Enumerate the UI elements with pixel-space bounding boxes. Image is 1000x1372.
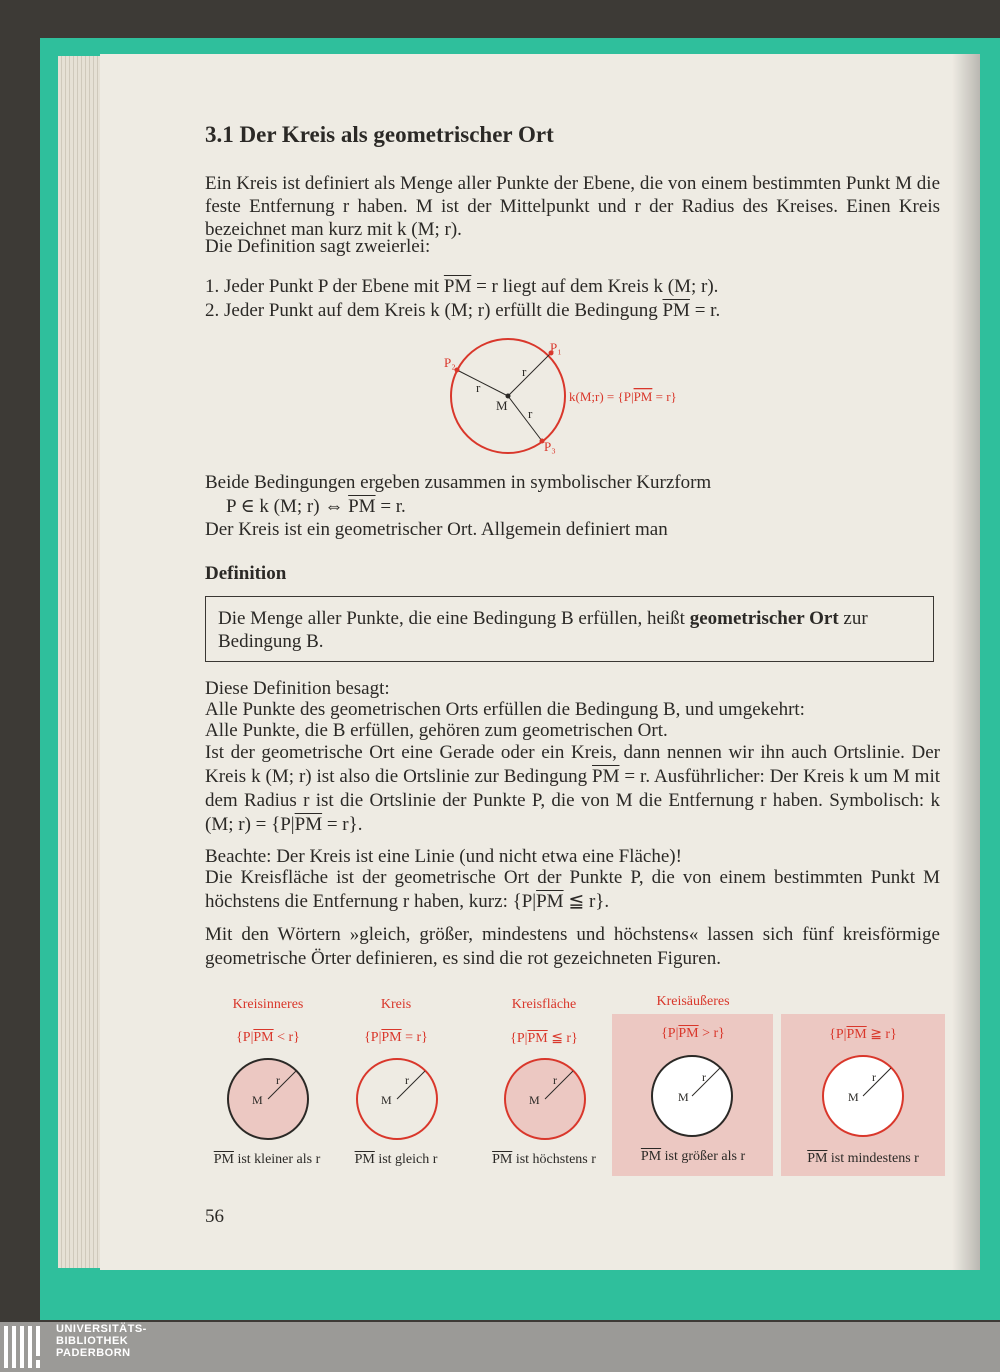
explanation-mid: = r. Ausführlicher: Der Kreis k um M mit dem Radius r ist die Ortslinie der Punkte P, die von M die Entfernung r haben. Symbolisch: k (M; r) = {P|: [205, 766, 940, 835]
fig-cap-4: [608, 1149, 778, 1165]
fig-cap-4-ov: $\overline{PM}$: [640, 1149, 662, 1164]
definition-pre: Die Menge aller Punkte, die eine Bedingung B erfüllen, heißt: [218, 608, 690, 629]
definition-bold: geometrischer Ort: [689, 608, 839, 629]
label-r-1: r: [476, 380, 481, 395]
section-heading: 3.1 Der Kreis als geometrischer Ort: [205, 122, 554, 147]
formula-ov: $\overline{PM}$: [348, 496, 376, 517]
symbolic-intro: Beide Bedingungen ergeben zusammen in symbolischer Kurzform: [205, 472, 712, 493]
fig-set-1-ov: $\overline{PM}$: [253, 1030, 274, 1045]
radius-p2: [457, 370, 508, 396]
list-item-1-pre: 1. Jeder Punkt P der Ebene mit: [205, 276, 444, 297]
fig-set-3-post: ≦ r}: [547, 1031, 578, 1046]
fig-set-3-ov: $\overline{PM}$: [527, 1031, 548, 1046]
fig-cap-4-text: ist größer als r: [661, 1149, 746, 1164]
label-r-2: r: [522, 364, 527, 379]
definition-heading: Definition: [205, 563, 287, 584]
set-label-ov: PM: [633, 389, 653, 404]
fig-cap-1-ov: $\overline{PM}$: [213, 1152, 234, 1167]
library-footer-bar: [0, 1322, 1000, 1372]
fig-set-4: [613, 1026, 773, 1042]
list-item-1-post: = r liegt auf dem Kreis k (M; r).: [471, 276, 719, 297]
fig-cap-3: [459, 1152, 629, 1168]
fig-title-4: Kreisäußeres: [656, 994, 730, 1009]
library-name: [56, 1323, 147, 1359]
explanation-line-2: Alle Punkte des geometrischen Orts erfüllen die Bedingung B, und umgekehrt:: [205, 699, 805, 720]
label-p1: P₁: [550, 340, 562, 355]
closing-paragraph: Mit den Wörtern »gleich, größer, mindestens und höchstens« lassen sich fünf kreisförmige geometrische Örter definieren, es sind die rot gezeichneten Figuren.: [205, 924, 940, 969]
fig-set-1-pre: {P|: [236, 1030, 254, 1045]
library-logo: [2, 1326, 48, 1368]
m-label-2: M: [381, 1093, 392, 1107]
fig-set-3-pre: {P|: [510, 1031, 528, 1046]
note-paragraph: [205, 866, 940, 914]
fig-cap-5: [778, 1151, 948, 1167]
explanation-post: = r}.: [322, 814, 363, 835]
fig-title-1: Kreisinneres: [232, 997, 304, 1012]
label-m: M: [496, 398, 508, 413]
explanation-pre: Ist der geometrische Ort eine Gerade oder ein Kreis, dann nennen wir ihn auch Ortslinie. Der Kreis k (M; r) ist also die Ortslinie zur Bedingung: [205, 742, 940, 787]
r-label-1: r: [276, 1073, 280, 1087]
definition-post: zur Bedingung B.: [218, 608, 868, 652]
explanation-line-3: Alle Punkte, die B erfüllen, gehören zum geometrischen Ort.: [205, 720, 668, 741]
main-circle-figure: [430, 330, 730, 460]
m-label-4: M: [678, 1090, 689, 1104]
explanation-ov-2: $\overline{PM}$: [294, 814, 323, 835]
radius-p1: [508, 353, 551, 396]
explanation-ov: $\overline{PM}$: [592, 766, 620, 787]
fig-set-5-pre: {P|: [829, 1027, 847, 1042]
fig-title-3: Kreisfläche: [511, 997, 577, 1012]
definition-text: [218, 607, 928, 653]
radius-2: [397, 1071, 425, 1099]
fig-cap-5-text: ist mindestens r: [827, 1151, 919, 1166]
m-label-1: M: [252, 1093, 263, 1107]
list-item-1: [205, 275, 940, 298]
symbolic-after: Der Kreis ist ein geometrischer Ort. Allgemein definiert man: [205, 519, 668, 540]
set-label-pre: k(M;r) = {P|: [569, 389, 634, 404]
list-item-1-ov: $\overline{PM}$: [443, 276, 472, 297]
fig-cap-3-text: ist höchstens r: [512, 1152, 596, 1167]
label-p2: P₂: [444, 355, 456, 370]
intro-line-2: Die Definition sagt zweierlei:: [205, 236, 431, 257]
r-label-3: r: [553, 1073, 557, 1087]
radius-p3: [508, 396, 542, 441]
label-r-3: r: [528, 406, 533, 421]
fig-set-2: [316, 1030, 476, 1046]
list-item-2-ov: $\overline{PM}$: [662, 300, 690, 321]
fig-cap-1-text: ist kleiner als r: [233, 1152, 321, 1167]
fig-set-4-post: > r}: [698, 1026, 725, 1041]
fig-set-2-pre: {P|: [364, 1030, 382, 1045]
fig-set-3: [464, 1030, 624, 1047]
fig-set-2-post: = r}: [401, 1030, 428, 1045]
formula-post: = r.: [375, 496, 406, 517]
fig-cap-2: [311, 1152, 481, 1168]
explanation-paragraph: [205, 741, 940, 837]
list-item-2: [205, 299, 940, 322]
note-post: ≦ r}.: [563, 891, 610, 912]
m-label-3: M: [529, 1093, 540, 1107]
library-name-line-3: PADERBORN: [56, 1347, 131, 1359]
figure-circles: [200, 1050, 960, 1150]
explanation-line-1: Diese Definition besagt:: [205, 678, 390, 699]
r-label-4: r: [702, 1070, 706, 1084]
list-item-2-pre: 2. Jeder Punkt auf dem Kreis k (M; r) erfüllt die Bedingung: [205, 300, 663, 321]
list-item-2-post: = r.: [689, 300, 721, 321]
fig-cap-3-ov: $\overline{PM}$: [492, 1152, 513, 1167]
label-p3: P₃: [544, 439, 556, 454]
library-name-line-1: UNIVERSITÄTS-: [56, 1323, 147, 1335]
r-label-5: r: [872, 1070, 876, 1084]
fig-set-4-pre: {P|: [661, 1026, 679, 1041]
fig-set-5: [783, 1026, 943, 1043]
fig-set-4-ov: $\overline{PM}$: [678, 1026, 699, 1041]
note-line-1: Beachte: Der Kreis ist eine Linie (und nicht etwa eine Fläche)!: [205, 846, 682, 867]
set-label-post: = r}: [652, 389, 677, 404]
note-pre: Die Kreisfläche ist der geometrische Ort der Punkte P, die von einem bestimmten Punkt M höchstens die Entfernung r haben, kurz: {P|: [205, 867, 940, 912]
fig-set-1-post: < r}: [273, 1030, 300, 1045]
fig-cap-2-text: ist gleich r: [374, 1152, 438, 1167]
intro-paragraph: Ein Kreis ist definiert als Menge aller Punkte der Ebene, die von einem bestimmten Punkt M die feste Entfernung r haben. M ist der Mittelpunkt und r der Radius des Kreises. Einen Kreis bezeichnet man kurz mit k (M; r).: [205, 173, 940, 240]
library-name-line-2: BIBLIOTHEK: [56, 1335, 129, 1347]
formula-pre: P ∈ k (M; r) ⇔: [226, 496, 349, 517]
fig-set-5-post: ≧ r}: [866, 1027, 897, 1042]
page-edges: [58, 56, 104, 1268]
page-number: 56: [205, 1206, 224, 1227]
set-label: [569, 389, 677, 404]
fig-title-2: Kreis: [380, 997, 412, 1012]
fig-set-5-ov: $\overline{PM}$: [846, 1027, 867, 1042]
fig-cap-2-ov: $\overline{PM}$: [354, 1152, 375, 1167]
symbolic-formula: [226, 495, 406, 518]
note-ov: $\overline{PM}$: [536, 891, 564, 912]
fig-set-2-ov: $\overline{PM}$: [381, 1030, 402, 1045]
m-label-5: M: [848, 1090, 859, 1104]
fig-cap-5-ov: $\overline{PM}$: [807, 1151, 828, 1166]
r-label-2: r: [405, 1073, 409, 1087]
